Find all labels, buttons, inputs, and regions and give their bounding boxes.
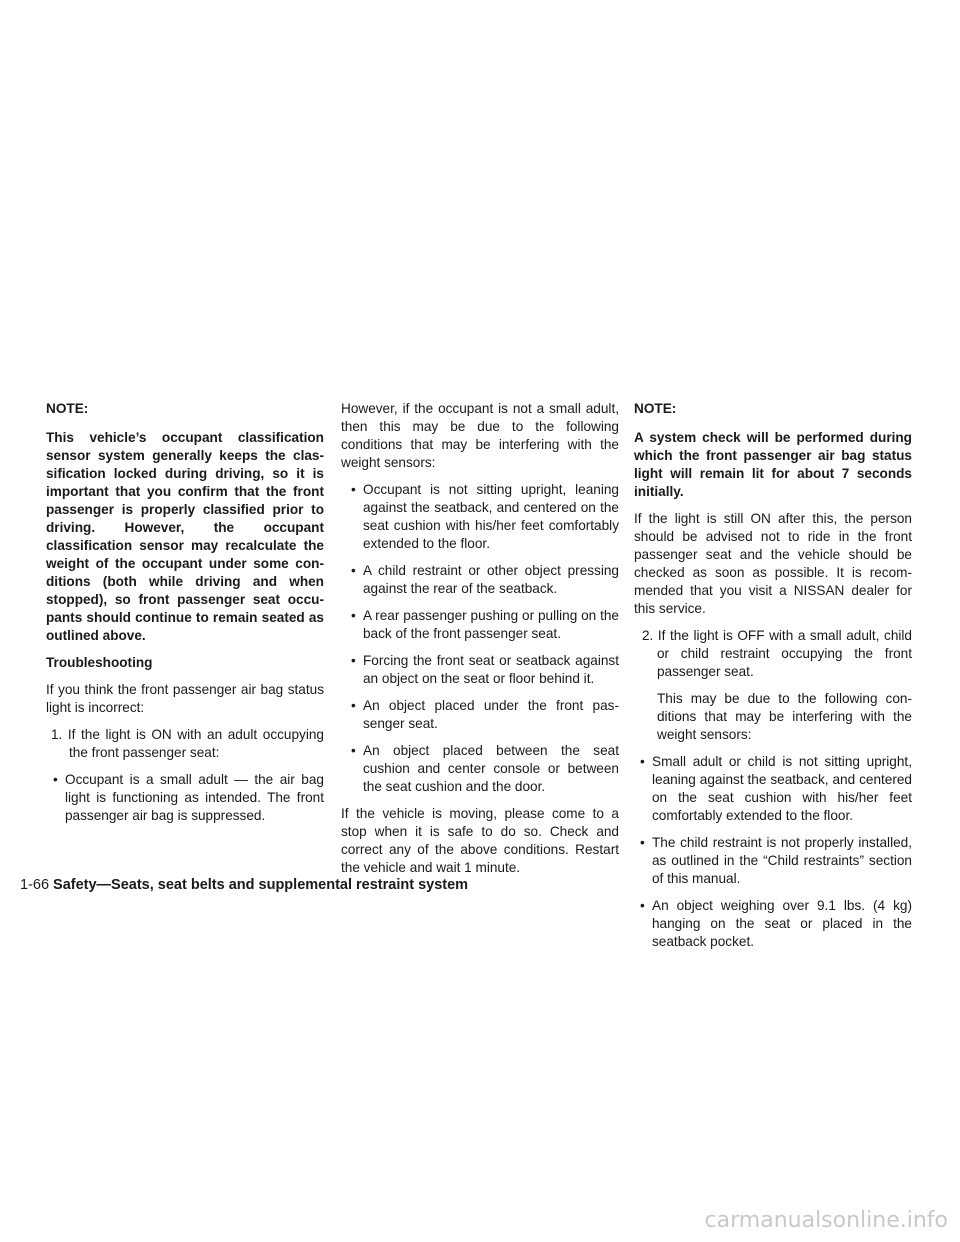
bullet-text: A rear passenger pushing or pulling on the back of the front passenger seat. xyxy=(363,608,619,641)
bullet-icon: • xyxy=(351,608,356,623)
conditions-intro: However, if the occupant is not a small adult, then this may be due to the following conditions that may be interfering with the weight sensors: xyxy=(341,401,619,470)
bullet-item xyxy=(341,697,619,733)
numbered-item-2-continuation: This may be due to the following conditions that may be interfering with the weight sensors: xyxy=(657,691,912,742)
watermark: carmanualsonline.info xyxy=(704,1208,948,1233)
note-label: NOTE: xyxy=(46,401,89,416)
bullet-item xyxy=(634,753,912,825)
bullet-text: An object weighing over 9.1 lbs. (4 kg) hanging on the seat or placed in the seatback pocket. xyxy=(652,898,912,949)
bullet-icon: • xyxy=(351,653,356,668)
bullet-icon: • xyxy=(351,563,356,578)
bullet-item xyxy=(341,481,619,553)
bullet-text: Small adult or child is not sitting upright, leaning against the seatback, and centered on the seat cushion with his/her feet comfortably extended to the floor. xyxy=(652,754,912,823)
bullet-text: An object placed under the front passenger seat. xyxy=(363,698,619,731)
bullet-item xyxy=(634,834,912,888)
bullet-text: Occupant is not sitting upright, leaning against the seatback, and centered on the seat cushion with his/her feet comfortably extended to the floor. xyxy=(363,482,619,551)
bullet-item xyxy=(46,771,324,825)
bullet-text: The child restraint is not properly installed, as outlined in the “Child restraints” section of this manual. xyxy=(652,835,912,886)
note-text: A system check will be performed during which the front passenger air bag status light will remain lit for about 7 seconds initially. xyxy=(634,430,912,499)
bullet-text: A child restraint or other object pressing against the rear of the seatback. xyxy=(363,563,619,596)
bullet-item xyxy=(341,742,619,796)
bullet-text: Forcing the front seat or seatback against an object on the seat or floor behind it. xyxy=(363,653,619,686)
bullet-item xyxy=(341,652,619,688)
numbered-item-2: 2. If the light is OFF with a small adult, child or child restraint occupying the front passenger seat. xyxy=(642,628,912,679)
page-number: 1-66 xyxy=(20,877,50,893)
column-right xyxy=(634,400,912,960)
bullet-item xyxy=(634,897,912,951)
light-still-on-paragraph: If the light is still ON after this, the person should be advised not to ride in the front passenger seat and the vehicle should be checked as soon as possible. It is recommended that you visit a NISSAN dealer for this service. xyxy=(634,511,912,616)
bullet-icon: • xyxy=(640,898,645,913)
numbered-item-1: 1. If the light is ON with an adult occupying the front passenger seat: xyxy=(51,727,324,760)
column-middle xyxy=(341,400,619,886)
troubleshooting-intro: If you think the front passenger air bag status light is incorrect: xyxy=(46,682,324,715)
bullet-icon: • xyxy=(53,772,58,787)
bullet-icon: • xyxy=(640,835,645,850)
section-heading-troubleshooting: Troubleshooting xyxy=(46,655,153,670)
note-text: This vehicle’s occupant classification sensor system generally keeps the classification locked during driving, so it is important that you confirm that the front passenger is properly classified prior to driving. However, the occupant classification sensor may recalculate the weight of the occupant under some conditions (both while driving and when stopped), so front passenger seat occupants should continue to remain seated as outlined above. xyxy=(46,430,324,643)
page-footer xyxy=(20,876,468,894)
note-label: NOTE: xyxy=(634,401,677,416)
bullet-icon: • xyxy=(351,698,356,713)
bullet-item xyxy=(341,607,619,643)
bullet-icon: • xyxy=(351,482,356,497)
section-title: Safety—Seats, seat belts and supplemental restraint system xyxy=(53,877,469,893)
bullet-icon: • xyxy=(351,743,356,758)
restart-instructions: If the vehicle is moving, please come to a stop when it is safe to do so. Check and correct any of the above conditions. Restart the vehicle and wait 1 minute. xyxy=(341,806,619,875)
bullet-item xyxy=(341,562,619,598)
bullet-text: Occupant is a small adult — the air bag light is functioning as intended. The front passenger air bag is suppressed. xyxy=(65,772,324,823)
bullet-text: An object placed between the seat cushion and center console or between the seat cushion and the door. xyxy=(363,743,619,794)
column-left xyxy=(46,400,324,834)
bullet-icon: • xyxy=(640,754,645,769)
